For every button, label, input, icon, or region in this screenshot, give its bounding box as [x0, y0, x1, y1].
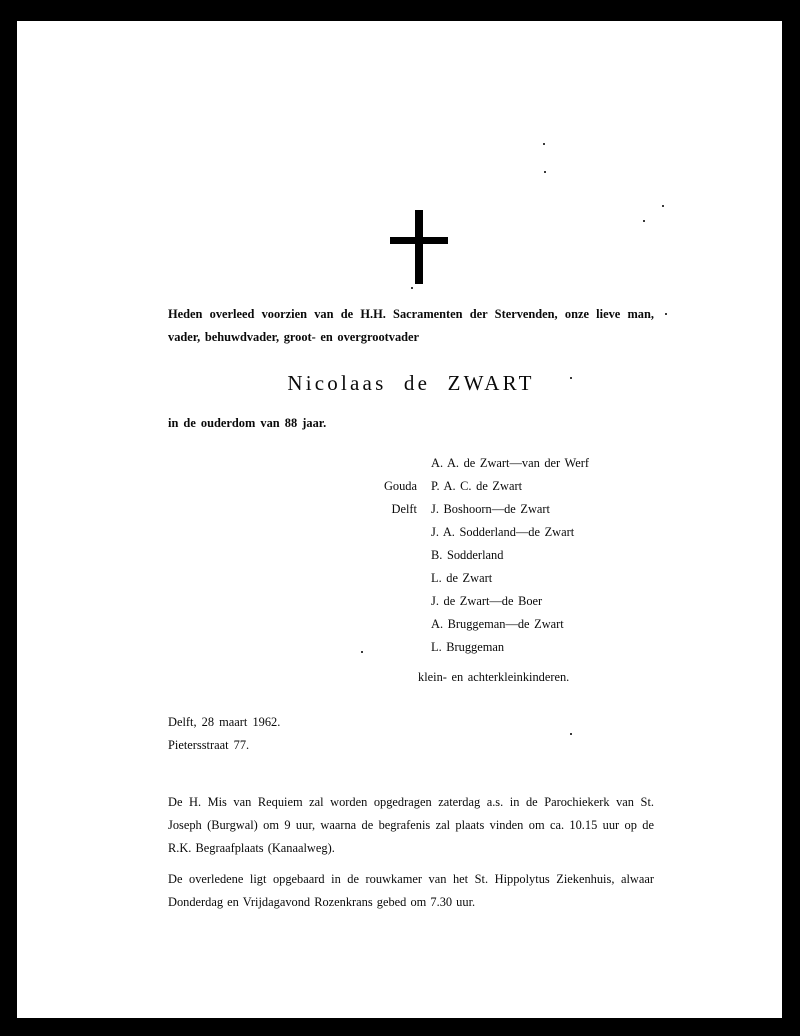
grandchildren-row — [168, 670, 668, 693]
survivor-place: Delft — [391, 502, 417, 516]
survivor-row — [168, 617, 668, 640]
wake-paragraph: De overledene ligt opgebaard in de rouwkamer van het St. Hippolytus Ziekenhuis, alwaar Donderdag en Vrijdagavond Rozenkrans gebed om 7.30 uur. — [168, 872, 654, 909]
survivors-list — [168, 456, 668, 693]
cross-vertical-bar — [415, 210, 423, 284]
survivor-name: B. Sodderland — [431, 548, 504, 562]
memorial-card — [17, 21, 782, 1018]
survivor-row — [168, 548, 668, 571]
scan-speck — [665, 313, 667, 315]
place-date-line: Delft, 28 maart 1962. — [168, 715, 281, 729]
survivor-name: A. A. de Zwart—van der Werf — [431, 456, 590, 470]
age-line: in de ouderdom van 88 jaar. — [168, 416, 327, 430]
street-address-line: Pietersstraat 77. — [168, 738, 250, 752]
mass-paragraph: De H. Mis van Requiem zal worden opgedragen zaterdag a.s. in de Parochiekerk van St. Joseph (Burgwal) om 9 uur, waarna de begrafenis zal plaats vinden om ca. 10.15 uur op de R.K. Begraafplaats (Kanaalweg). — [168, 795, 654, 855]
grandchildren-label: klein- en achterkleinkinderen. — [418, 670, 570, 684]
scan-speck — [643, 220, 645, 222]
survivor-name: A. Bruggeman—de Zwart — [431, 617, 564, 631]
survivor-name: L. Bruggeman — [431, 640, 505, 654]
survivor-row — [168, 594, 668, 617]
survivor-row — [168, 525, 668, 548]
cross-horizontal-bar — [390, 237, 448, 244]
survivor-name: J. Boshoorn—de Zwart — [431, 502, 550, 516]
survivor-place: Gouda — [383, 479, 417, 493]
scan-speck — [662, 205, 664, 207]
survivor-name: L. de Zwart — [431, 571, 493, 585]
survivor-row — [168, 502, 668, 525]
latin-cross-icon — [388, 210, 450, 290]
survivor-row — [168, 479, 668, 502]
deceased-name: Nicolaas de ZWART — [287, 371, 535, 395]
scan-speck — [544, 171, 546, 173]
place-date-block — [168, 711, 280, 757]
survivor-name: J. A. Sodderland—de Zwart — [431, 525, 575, 539]
scan-speck — [570, 733, 572, 735]
lead-paragraph: Heden overleed voorzien van de H.H. Sacramenten der Stervenden, onze lieve man, vader, behuwdvader, groot- en overgrootvader — [168, 307, 654, 344]
survivor-name: J. de Zwart—de Boer — [431, 594, 543, 608]
survivor-row — [168, 571, 668, 594]
survivor-row — [168, 640, 668, 663]
survivor-name: P. A. C. de Zwart — [431, 479, 523, 493]
survivor-row — [168, 456, 668, 479]
scan-speck — [543, 143, 545, 145]
